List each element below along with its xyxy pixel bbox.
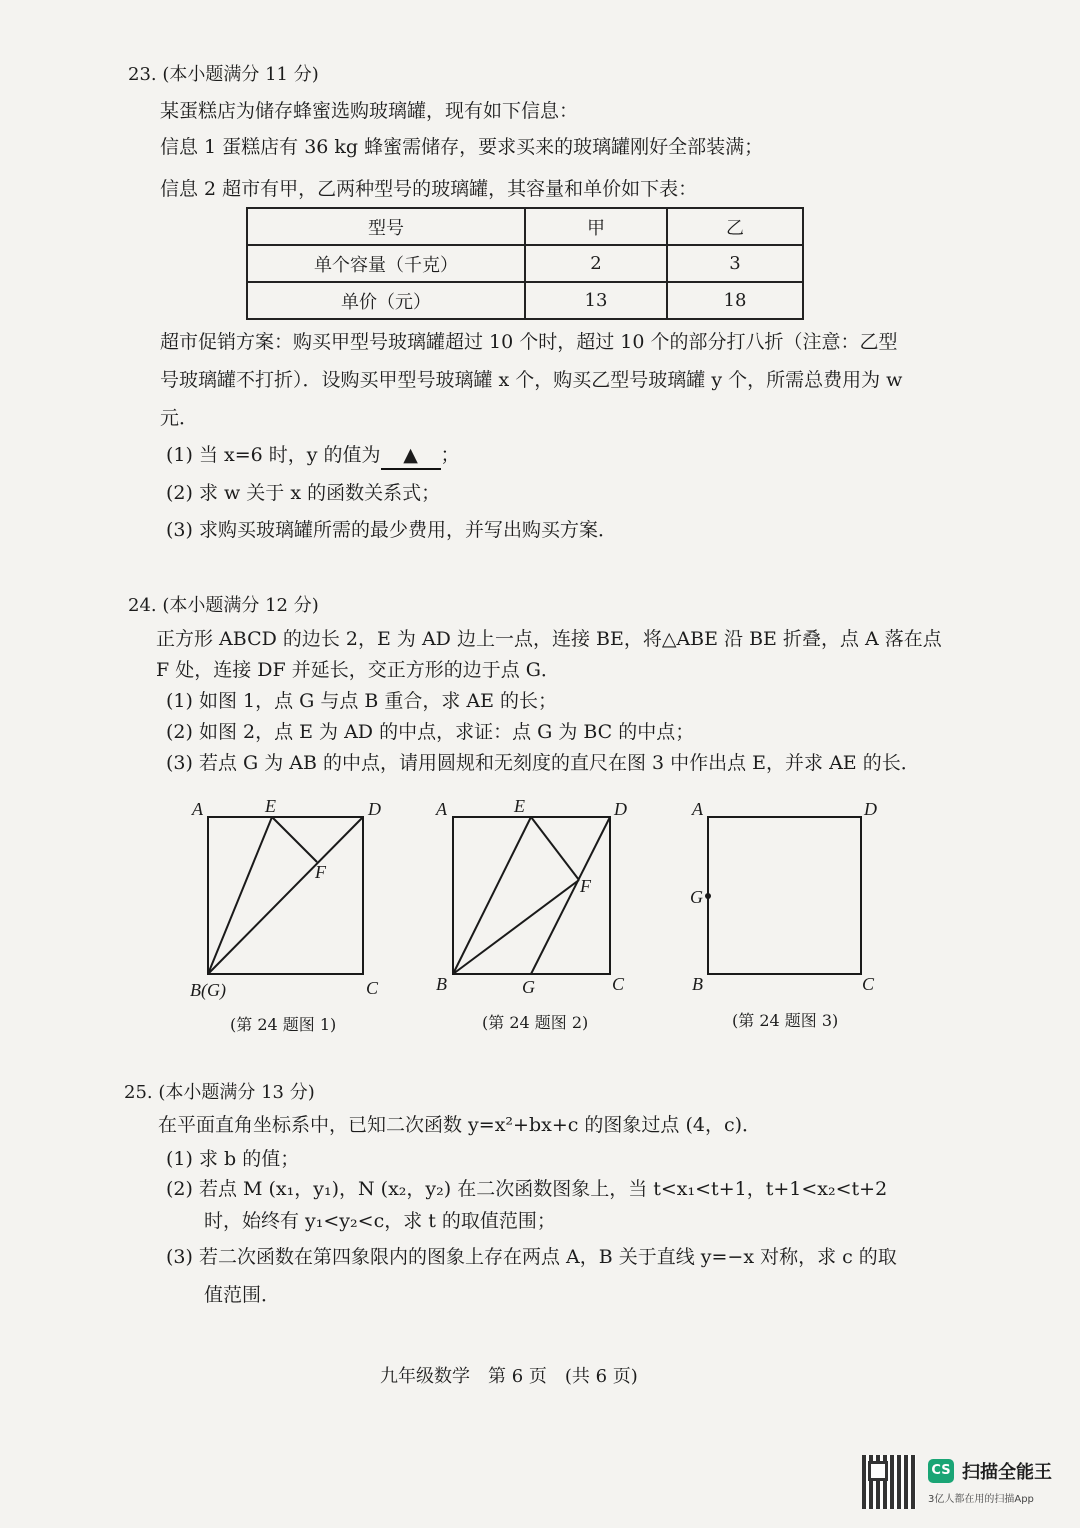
table-header-cell: 型号 (247, 208, 525, 245)
fig1-label-d: D (368, 799, 381, 819)
table-cell: 13 (525, 282, 667, 319)
fig3-label-g: G (690, 887, 703, 907)
fig3-point-g (705, 893, 711, 899)
scanner-tagline: 3亿人都在用的扫描App (928, 1494, 1034, 1505)
q23-promo-line2: 号玻璃罐不打折）．设购买甲型号玻璃罐 x 个，购买乙型号玻璃罐 y 个，所需总费用为 w (160, 369, 903, 391)
q24-heading: 24. (本小题满分 12 分) (128, 595, 319, 616)
q23-heading: 23. (本小题满分 11 分) (128, 64, 319, 85)
q23-intro: 某蛋糕店为储存蜂蜜选购玻璃罐，现有如下信息： (160, 100, 579, 122)
answer-blank: ▲ (381, 442, 441, 470)
q25-part2-line1: (2) 若点 M (x₁，y₁)，N (x₂，y₂) 在二次函数图象上，当 t<x₁<t+1，t+1<x₂<t+2 (166, 1178, 888, 1200)
fig1-label-a: A (192, 799, 203, 819)
q25-part3-line2: 值范围． (204, 1284, 281, 1306)
scanner-app-name: 扫描全能王 (962, 1462, 1052, 1483)
fig2-label-c: C (612, 974, 625, 994)
fig1-label-e: E (265, 796, 276, 816)
q23-info1: 信息 1 蛋糕店有 36 kg 蜂蜜需储存，要求买来的玻璃罐刚好全部装满； (160, 136, 764, 158)
table-cell: 单个容量（千克） (247, 245, 525, 282)
q23-part1-text: (1) 当 x=6 时，y 的值为 (166, 444, 381, 466)
fig3-label-a: A (692, 799, 703, 819)
fig2-segment-dg (531, 817, 610, 974)
table-cell: 单价（元） (247, 282, 525, 319)
camscanner-logo-icon: CS (928, 1459, 954, 1483)
q24-part2: (2) 如图 2，点 E 为 AD 的中点，求证：点 G 为 BC 的中点； (166, 721, 695, 743)
q24-line2: F 处，连接 DF 并延长，交正方形的边于点 G． (156, 659, 560, 681)
fig2-segment-be (453, 817, 531, 974)
fig1-segment-bd (208, 817, 363, 974)
fig2-label-g: G (522, 977, 535, 997)
q25-part1: (1) 求 b 的值； (166, 1148, 300, 1170)
q25-heading: 25. (本小题满分 13 分) (124, 1082, 315, 1103)
table-cell: 2 (525, 245, 667, 282)
table-header-cell: 甲 (525, 208, 667, 245)
fig3-label-c: C (862, 974, 875, 994)
fig2-label-a: A (436, 799, 447, 819)
table-header-cell: 乙 (667, 208, 803, 245)
q24-line1: 正方形 ABCD 的边长 2，E 为 AD 边上一点，连接 BE，将△ABE 沿 BE 折叠，点 A 落在点 (156, 628, 942, 650)
q23-part2: (2) 求 w 关于 x 的函数关系式； (166, 482, 441, 504)
q23-part1-end: ； (440, 444, 460, 466)
fig1-caption: (第 24 题图 1) (230, 1015, 337, 1034)
scanner-watermark (862, 1455, 1062, 1511)
qr-code-icon (862, 1455, 916, 1509)
q23-info2: 信息 2 超市有甲，乙两种型号的玻璃罐，其容量和单价如下表： (160, 178, 698, 200)
fig2-segment-bf (453, 880, 579, 974)
q23-part3: (3) 求购买玻璃罐所需的最少费用，并写出购买方案． (166, 519, 617, 541)
fig1-segment-ef (272, 817, 317, 862)
q24-part1: (1) 如图 1，点 G 与点 B 重合，求 AE 的长； (166, 690, 558, 712)
q25-part3-line1: (3) 若二次函数在第四象限内的图象上存在两点 A，B 关于直线 y=−x 对称，求 c 的取 (166, 1246, 897, 1268)
q24-part3: (3) 若点 G 为 AB 的中点，请用圆规和无刻度的直尺在图 3 中作出点 E，并求 AE 的长． (166, 752, 920, 774)
q25-line1: 在平面直角坐标系中，已知二次函数 y=x²+bx+c 的图象过点 (4，c)． (158, 1114, 762, 1136)
fig3-label-d: D (864, 799, 877, 819)
fig3-caption: (第 24 题图 3) (732, 1011, 839, 1030)
fig1-label-f: F (315, 862, 326, 882)
q23-promo-line1: 超市促销方案：购买甲型号玻璃罐超过 10 个时，超过 10 个的部分打八折（注意：乙型 (160, 331, 898, 353)
fig2-label-b: B (436, 974, 447, 994)
fig3-label-b: B (692, 974, 703, 994)
fig2-label-d: D (614, 799, 627, 819)
page-footer: 九年级数学 第 6 页 (共 6 页) (380, 1366, 638, 1387)
fig2-label-e: E (514, 796, 525, 816)
q23-promo-line3: 元． (160, 407, 199, 429)
fig2-segment-ef (531, 817, 579, 880)
fig1-label-bg: B(G) (190, 980, 226, 1000)
fig2-caption: (第 24 题图 2) (482, 1013, 589, 1032)
fig2-label-f: F (580, 876, 591, 896)
q25-part2-line2: 时，始终有 y₁<y₂<c，求 t 的取值范围； (204, 1210, 556, 1232)
table-cell: 3 (667, 245, 803, 282)
fig1-segment-be (208, 817, 272, 974)
fig3-square (708, 817, 861, 974)
table-cell: 18 (667, 282, 803, 319)
fig1-label-c: C (366, 978, 379, 998)
